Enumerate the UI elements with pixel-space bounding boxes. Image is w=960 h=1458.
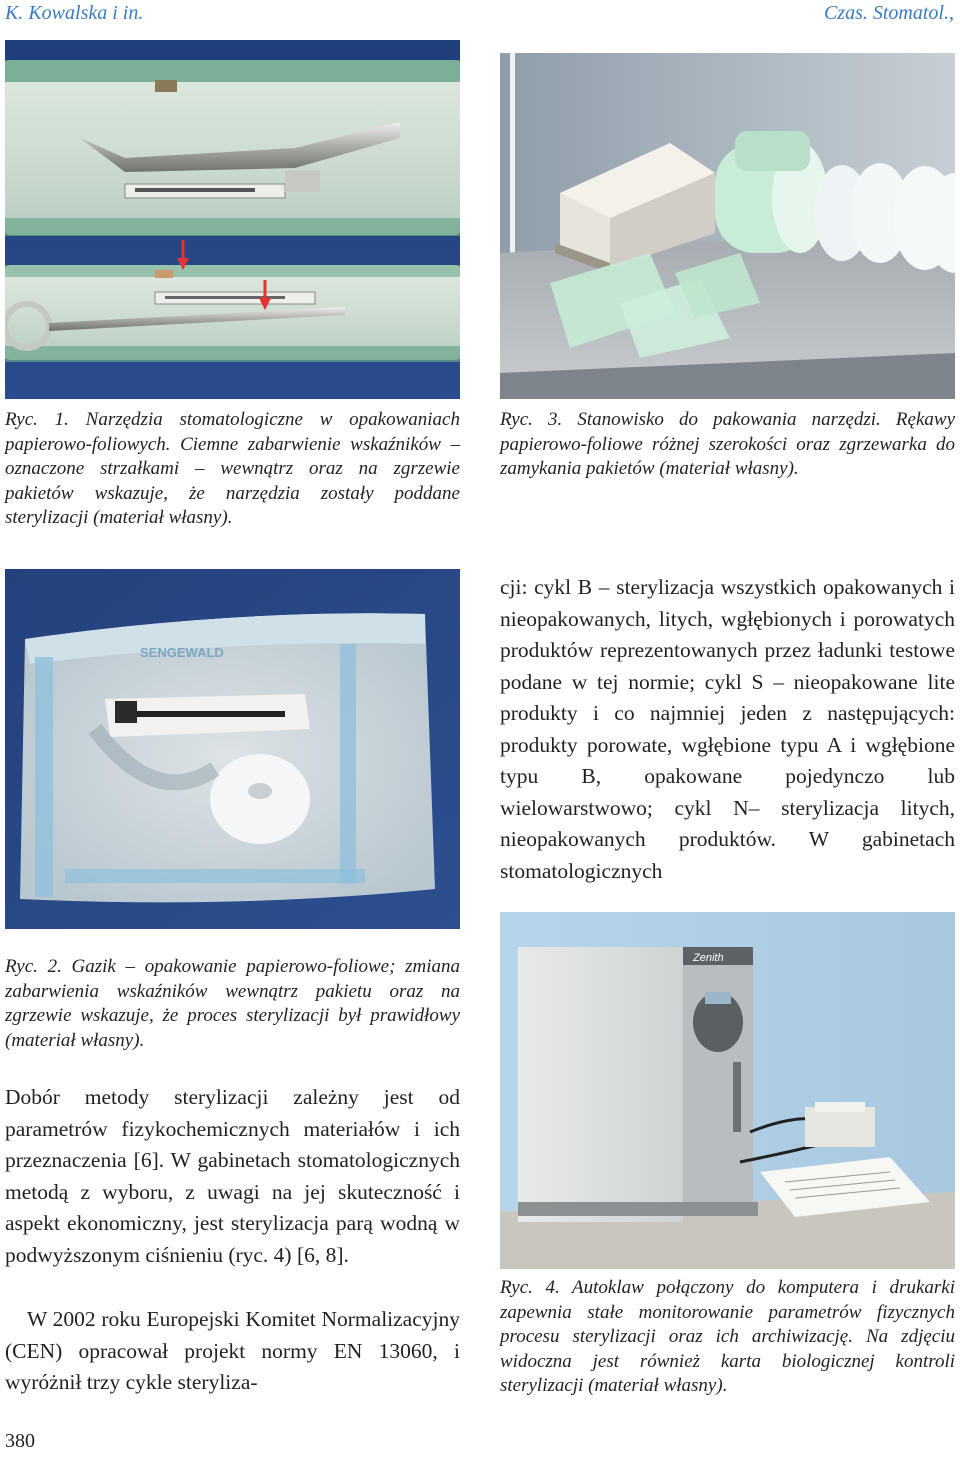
figure-1-photo — [5, 40, 460, 399]
figure-3-photo — [500, 53, 955, 399]
figure-4-photo — [500, 912, 955, 1269]
figure-3-caption: Ryc. 3. Stanowisko do pakowania narzędzi. Rękawy papierowo-foliowe różnej szerokości oraz zgrzewarka do zamykania pakietów (materiał własny). — [500, 409, 955, 479]
figure-4-caption: Ryc. 4. Autoklaw połączony do komputera i drukarki zapewnia stałe monitorowanie parametrów fizycznych procesu sterylizacji oraz ich archiwizację. Na zdjęciu widoczna jest również karta biologicznej kontroli sterylizacji (materiał własny). — [500, 1277, 955, 1396]
header-authors: K. Kowalska i in. — [5, 2, 144, 24]
figure-2-caption: Ryc. 2. Gazik – opakowanie papierowo-foliowe; zmiana zabarwienia wskaźników wewnątrz pakietu oraz na zgrzewie wskazuje, że proces sterylizacji był prawidłowy (materiał własny). — [5, 956, 460, 1051]
page-number: 380 — [5, 1430, 35, 1452]
right-column-text: cji: cykl B – sterylizacja wszystkich opakowanych i nieopakowanych, litych, wgłębionych i porowatych produktów reprezentowanych przez ładunki testowe podane w tej normie; cykl S – nieopakowane lite produkty i co najmniej jeden z następujących: produkty porowate, wgłębione typu A i wgłębione typu B, opakowane pojedynczo lub wielowarstwowo; cykl N– sterylizacja litych, nieopakowanych produktów. W gabinetach stomatologicznych — [500, 575, 955, 883]
figure-2-photo — [5, 569, 460, 929]
figure-1-caption: Ryc. 1. Narzędzia stomatologiczne w opakowaniach papierowo-foliowych. Ciemne zabarwienie wskaźników – oznaczone strzałkami – wewnątrz oraz na zgrzewie pakietów wskazuje, że narzędzia zostały poddane sterylizacji (materiał własny). — [5, 409, 460, 528]
left-column-paragraph-2: W 2002 roku Europejski Komitet Normalizacyjny (CEN) opracował projekt normy EN 13060, i wyróżnił trzy cykle steryliza- — [5, 1307, 460, 1394]
header-journal: Czas. Stomatol., — [823, 2, 954, 24]
package-brand-label: SENGEWALD — [140, 645, 224, 660]
device-brand-label: Zenith — [693, 952, 724, 964]
left-column-paragraph-1: Dobór metody sterylizacji zależny jest od parametrów fizykochemicznych materiałów i ich przeznaczenia [6]. W gabinetach stomatologicznych metodą z wyboru, z uwagi na jej skuteczność i aspekt ekonomiczny, jest sterylizacja parą wodną w podwyższonym ciśnieniu (ryc. 4) [6, 8]. — [5, 1085, 460, 1267]
